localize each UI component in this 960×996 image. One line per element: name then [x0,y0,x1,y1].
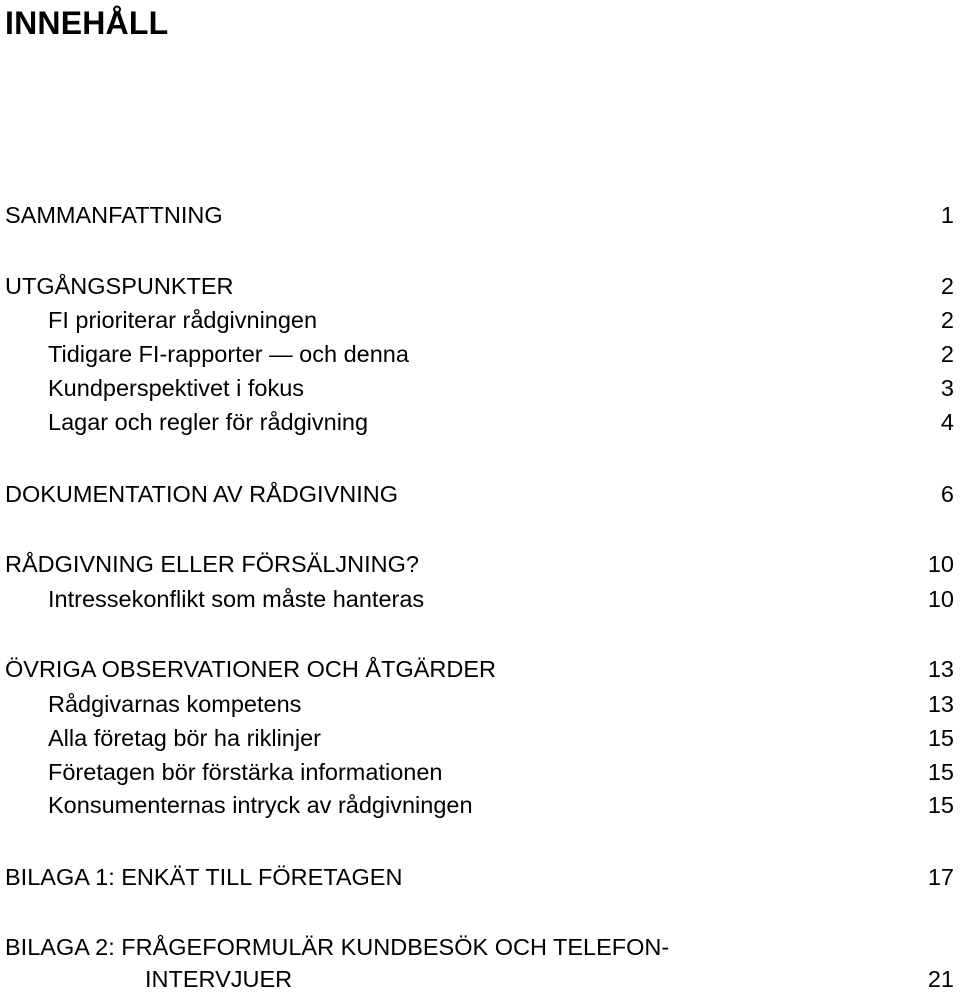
toc-entry-text: Tidigare FI-rapporter — och denna [48,341,409,367]
toc-entry-page: 15 [927,759,954,785]
toc-entry-bilaga-2 [0,931,960,963]
toc-subentry [0,722,960,754]
toc-subentry [0,756,960,788]
toc-entry-text: SAMMANFATTNING [5,202,223,228]
toc-entry-ovriga-observationer [0,653,960,685]
toc-entry-text: INTERVJUER [145,966,293,992]
toc-entry-text: BILAGA 2: FRÅGEFORMULÄR KUNDBESÖK OCH TELEFON- [5,934,670,960]
toc-entry-page: 15 [927,725,954,751]
toc-entry-page: 3 [940,375,954,401]
toc-subentry [0,688,960,720]
toc-entry-page: 2 [940,273,954,299]
toc-entry-page: 1 [940,202,954,228]
toc-entry-text: Intressekonflikt som måste hanteras [48,586,425,612]
toc-entry-bilaga-2-continuation [0,963,960,995]
page-title: INNEHÅLL [5,5,169,41]
toc-entry-page: 13 [927,691,954,717]
toc-entry-text: RÅDGIVNING ELLER FÖRSÄLJNING? [5,551,419,577]
toc-entry-text: UTGÅNGSPUNKTER [5,273,234,299]
toc-entry-page: 13 [927,656,954,682]
toc-entry-bilaga-1 [0,861,960,893]
toc-entry-text: BILAGA 1: ENKÄT TILL FÖRETAGEN [5,864,403,890]
toc-entry-text: Företagen bör förstärka informationen [48,759,443,785]
toc-subentry [0,372,960,404]
toc-subentry [0,338,960,370]
toc-entry-page: 15 [927,792,954,818]
toc-entry-text: Lagar och regler för rådgivning [48,409,369,435]
toc-subentry [0,583,960,615]
toc-entry-text: DOKUMENTATION AV RÅDGIVNING [5,481,399,507]
toc-entry-utgangspunkter [0,270,960,302]
toc-entry-page: 4 [940,409,954,435]
toc-entry-page: 6 [940,481,954,507]
toc-entry-page: 2 [940,307,954,333]
toc-entry-dokumentation [0,478,960,510]
toc-entry-page: 10 [927,551,954,577]
toc-subentry [0,304,960,336]
toc-entry-page: 17 [927,864,954,890]
toc-entry-page: 2 [940,341,954,367]
toc-entry-text: ÖVRIGA OBSERVATIONER OCH ÅTGÄRDER [5,656,496,682]
toc-entry-page: 10 [927,586,954,612]
toc-entry-text: FI prioriterar rådgivningen [48,307,318,333]
toc-entry-sammanfattning [0,199,960,231]
toc-subentry [0,406,960,438]
toc-subentry [0,789,960,821]
toc-entry-radgivning-forsaljning [0,548,960,580]
toc-entry-text: Konsumenternas intryck av rådgivningen [48,792,473,818]
toc-entry-page: 21 [927,966,954,992]
toc-entry-text: Rådgivarnas kompetens [48,691,302,717]
toc-entry-text: Alla företag bör ha riklinjer [48,725,321,751]
toc-entry-text: Kundperspektivet i fokus [48,375,305,401]
